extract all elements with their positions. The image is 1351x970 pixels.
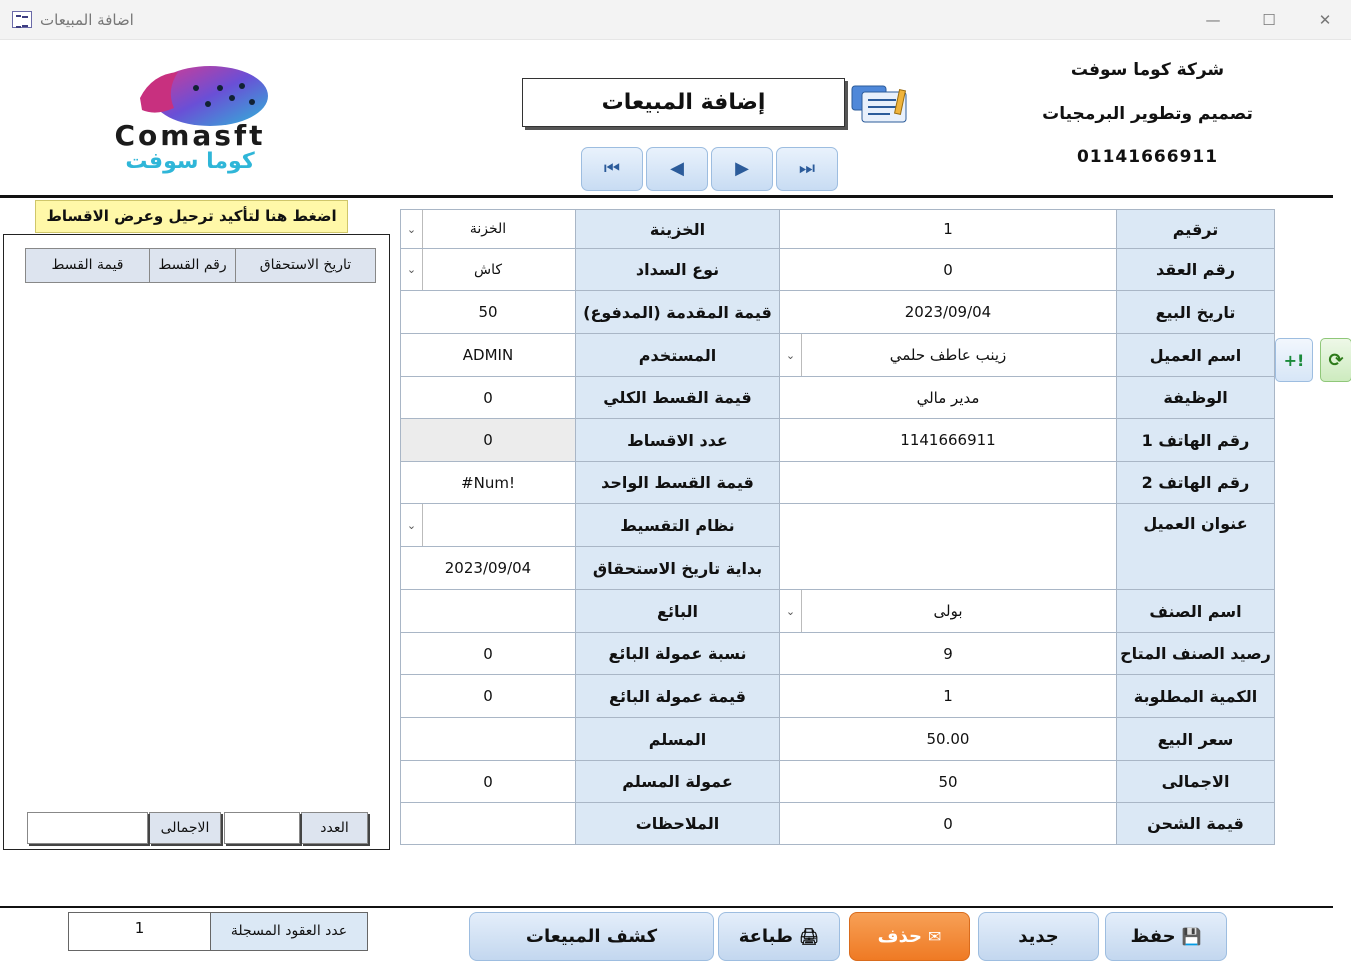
installments-count-label: العدد — [301, 812, 368, 844]
minimize-button[interactable]: — — [1205, 11, 1221, 29]
label-phone-2: رقم الهاتف 2 — [1116, 461, 1275, 504]
label-total-installment: قيمة القسط الكلي — [575, 376, 780, 419]
delete-icon: ✉ — [927, 927, 942, 946]
previous-record-button[interactable]: ◀ — [646, 147, 708, 191]
label-seller: البائع — [575, 589, 780, 633]
label-available-stock: رصيد الصنف المتاح — [1116, 632, 1275, 675]
form-icon — [12, 11, 32, 28]
customer-name-value: زينب عاطف حلمي — [889, 346, 1007, 364]
contracts-count-value: 1 — [68, 912, 211, 951]
contracts-count-label: عدد العقود المسجلة — [210, 912, 368, 951]
form-title: إضافة المبيعات — [522, 78, 845, 127]
chevron-down-icon[interactable]: ⌄ — [401, 210, 423, 248]
available-stock-field[interactable]: 9 — [779, 632, 1117, 675]
printer-icon: 🖨 — [798, 927, 820, 946]
sales-report-button[interactable] — [469, 912, 714, 961]
payment-type-value: كاش — [473, 261, 503, 278]
label-seller-commission-value: قيمة عمولة البائع — [575, 674, 780, 718]
logo-text-ar: كوما سوفت — [125, 149, 255, 174]
refresh-icon: ⟳ — [1328, 349, 1344, 371]
label-deliverer-commission: عمولة المسلم — [575, 760, 780, 803]
label-shipping-value: قيمة الشحن — [1116, 802, 1275, 845]
label-sale-date: تاريخ البيع — [1116, 290, 1275, 334]
sale-price-field[interactable]: 50.00 — [779, 717, 1117, 761]
window-title-bar — [0, 0, 1351, 40]
seller-commission-value-field[interactable]: 0 — [400, 674, 576, 718]
deliverer-field[interactable] — [400, 717, 576, 761]
window-title: اضافة المبيعات — [40, 11, 134, 29]
chevron-down-icon[interactable]: ⌄ — [780, 590, 802, 632]
footer-divider — [0, 906, 1333, 908]
label-requested-quantity: الكمية المطلوبة — [1116, 674, 1275, 718]
label-treasury: الخزينة — [575, 209, 780, 249]
customer-address-field[interactable] — [779, 503, 1117, 590]
installments-count-field[interactable]: 0 — [400, 418, 576, 462]
last-record-button[interactable]: ⏭ — [776, 147, 838, 191]
label-job: الوظيفة — [1116, 376, 1275, 419]
label-user: المستخدم — [575, 333, 780, 377]
treasury-select[interactable] — [400, 209, 576, 249]
label-customer-address: عنوان العميل — [1116, 503, 1275, 590]
installments-col-number: رقم القسط — [149, 248, 236, 283]
note-edit-icon — [850, 80, 912, 126]
label-contract-number: رقم العقد — [1116, 248, 1275, 291]
company-logo — [70, 58, 310, 178]
new-label: جديد — [1018, 926, 1059, 947]
label-installments-count: عدد الاقساط — [575, 418, 780, 462]
company-phone: 01141666911 — [1076, 147, 1219, 167]
shipping-value-field[interactable]: 0 — [779, 802, 1117, 845]
label-notes: الملاحظات — [575, 802, 780, 845]
label-item-name: اسم الصنف — [1116, 589, 1275, 633]
company-description: تصميم وتطوير البرمجيات — [1042, 104, 1253, 124]
label-deliverer: المسلم — [575, 717, 780, 761]
installments-total-value — [27, 812, 148, 844]
save-icon: 💾 — [1181, 927, 1202, 946]
delete-label: حذف — [877, 926, 922, 947]
single-installment-field[interactable]: #Num! — [400, 461, 576, 504]
label-payment-type: نوع السداد — [575, 248, 780, 291]
user-field[interactable]: ADMIN — [400, 333, 576, 377]
chevron-down-icon[interactable]: ⌄ — [401, 249, 423, 290]
chevron-down-icon[interactable]: ⌄ — [780, 334, 802, 376]
notes-field[interactable] — [400, 802, 576, 845]
installments-col-due-date: تاريخ الاستحقاق — [235, 248, 376, 283]
label-single-installment: قيمة القسط الواحد — [575, 461, 780, 504]
installments-total-label: الاجمالى — [149, 812, 221, 844]
due-start-date-field[interactable]: 2023/09/04 — [400, 546, 576, 590]
add-customer-button[interactable] — [1275, 338, 1313, 382]
label-phone-1: رقم الهاتف 1 — [1116, 418, 1275, 462]
total-field[interactable]: 50 — [779, 760, 1117, 803]
serial-field[interactable]: 1 — [779, 209, 1117, 249]
deliverer-commission-field[interactable]: 0 — [400, 760, 576, 803]
chevron-down-icon[interactable]: ⌄ — [401, 504, 423, 546]
phone-2-field[interactable] — [779, 461, 1117, 504]
phone-1-field[interactable]: 1141666911 — [779, 418, 1117, 462]
new-button[interactable] — [978, 912, 1099, 961]
installments-panel — [3, 234, 390, 850]
installment-system-select[interactable] — [400, 503, 576, 547]
company-name: شركة كوما سوفت — [1070, 60, 1225, 80]
header-divider — [0, 195, 1333, 198]
item-name-value: بولى — [933, 602, 963, 620]
close-button[interactable]: ✕ — [1318, 11, 1332, 29]
seller-field[interactable] — [400, 589, 576, 633]
save-button[interactable] — [1105, 912, 1227, 961]
first-record-button[interactable]: ⏮ — [581, 147, 643, 191]
maximize-button[interactable]: ☐ — [1262, 11, 1276, 29]
sale-date-field[interactable]: 2023/09/04 — [779, 290, 1117, 334]
contract-number-field[interactable]: 0 — [779, 248, 1117, 291]
label-down-payment: قيمة المقدمة (المدفوع) — [575, 290, 780, 334]
installments-col-amount: قيمة القسط — [25, 248, 150, 283]
requested-quantity-field[interactable]: 1 — [779, 674, 1117, 718]
label-customer-name: اسم العميل — [1116, 333, 1275, 377]
job-field[interactable]: مدير مالي — [779, 376, 1117, 419]
treasury-value: الخزنة — [469, 221, 507, 237]
label-due-start-date: بداية تاريخ الاستحقاق — [575, 546, 780, 590]
delete-button[interactable] — [849, 912, 970, 961]
sales-report-label: كشف المبيعات — [525, 926, 658, 947]
label-sale-price: سعر البيع — [1116, 717, 1275, 761]
seller-commission-rate-field[interactable]: 0 — [400, 632, 576, 675]
print-label: طباعة — [738, 926, 793, 947]
refresh-customer-button[interactable] — [1320, 338, 1351, 382]
installments-count-value — [224, 812, 300, 844]
next-record-button[interactable]: ▶ — [711, 147, 773, 191]
total-installment-field[interactable]: 0 — [400, 376, 576, 419]
label-seller-commission-rate: نسبة عمولة البائع — [575, 632, 780, 675]
logo-text-en: Comasft — [114, 119, 266, 152]
label-installment-system: نظام التقسيط — [575, 503, 780, 547]
payment-type-select[interactable] — [400, 248, 576, 291]
down-payment-field[interactable]: 50 — [400, 290, 576, 334]
save-label: حفظ — [1130, 926, 1176, 947]
label-total: الاجمالى — [1116, 760, 1275, 803]
add-icon: +! — [1283, 350, 1305, 370]
item-name-select[interactable] — [779, 589, 1117, 633]
confirm-installments-button[interactable]: اضغط هنا لتأكيد ترحيل وعرض الاقساط — [35, 200, 348, 233]
label-serial: ترقيم — [1116, 209, 1275, 249]
customer-name-select[interactable] — [779, 333, 1117, 377]
print-button[interactable] — [718, 912, 840, 961]
